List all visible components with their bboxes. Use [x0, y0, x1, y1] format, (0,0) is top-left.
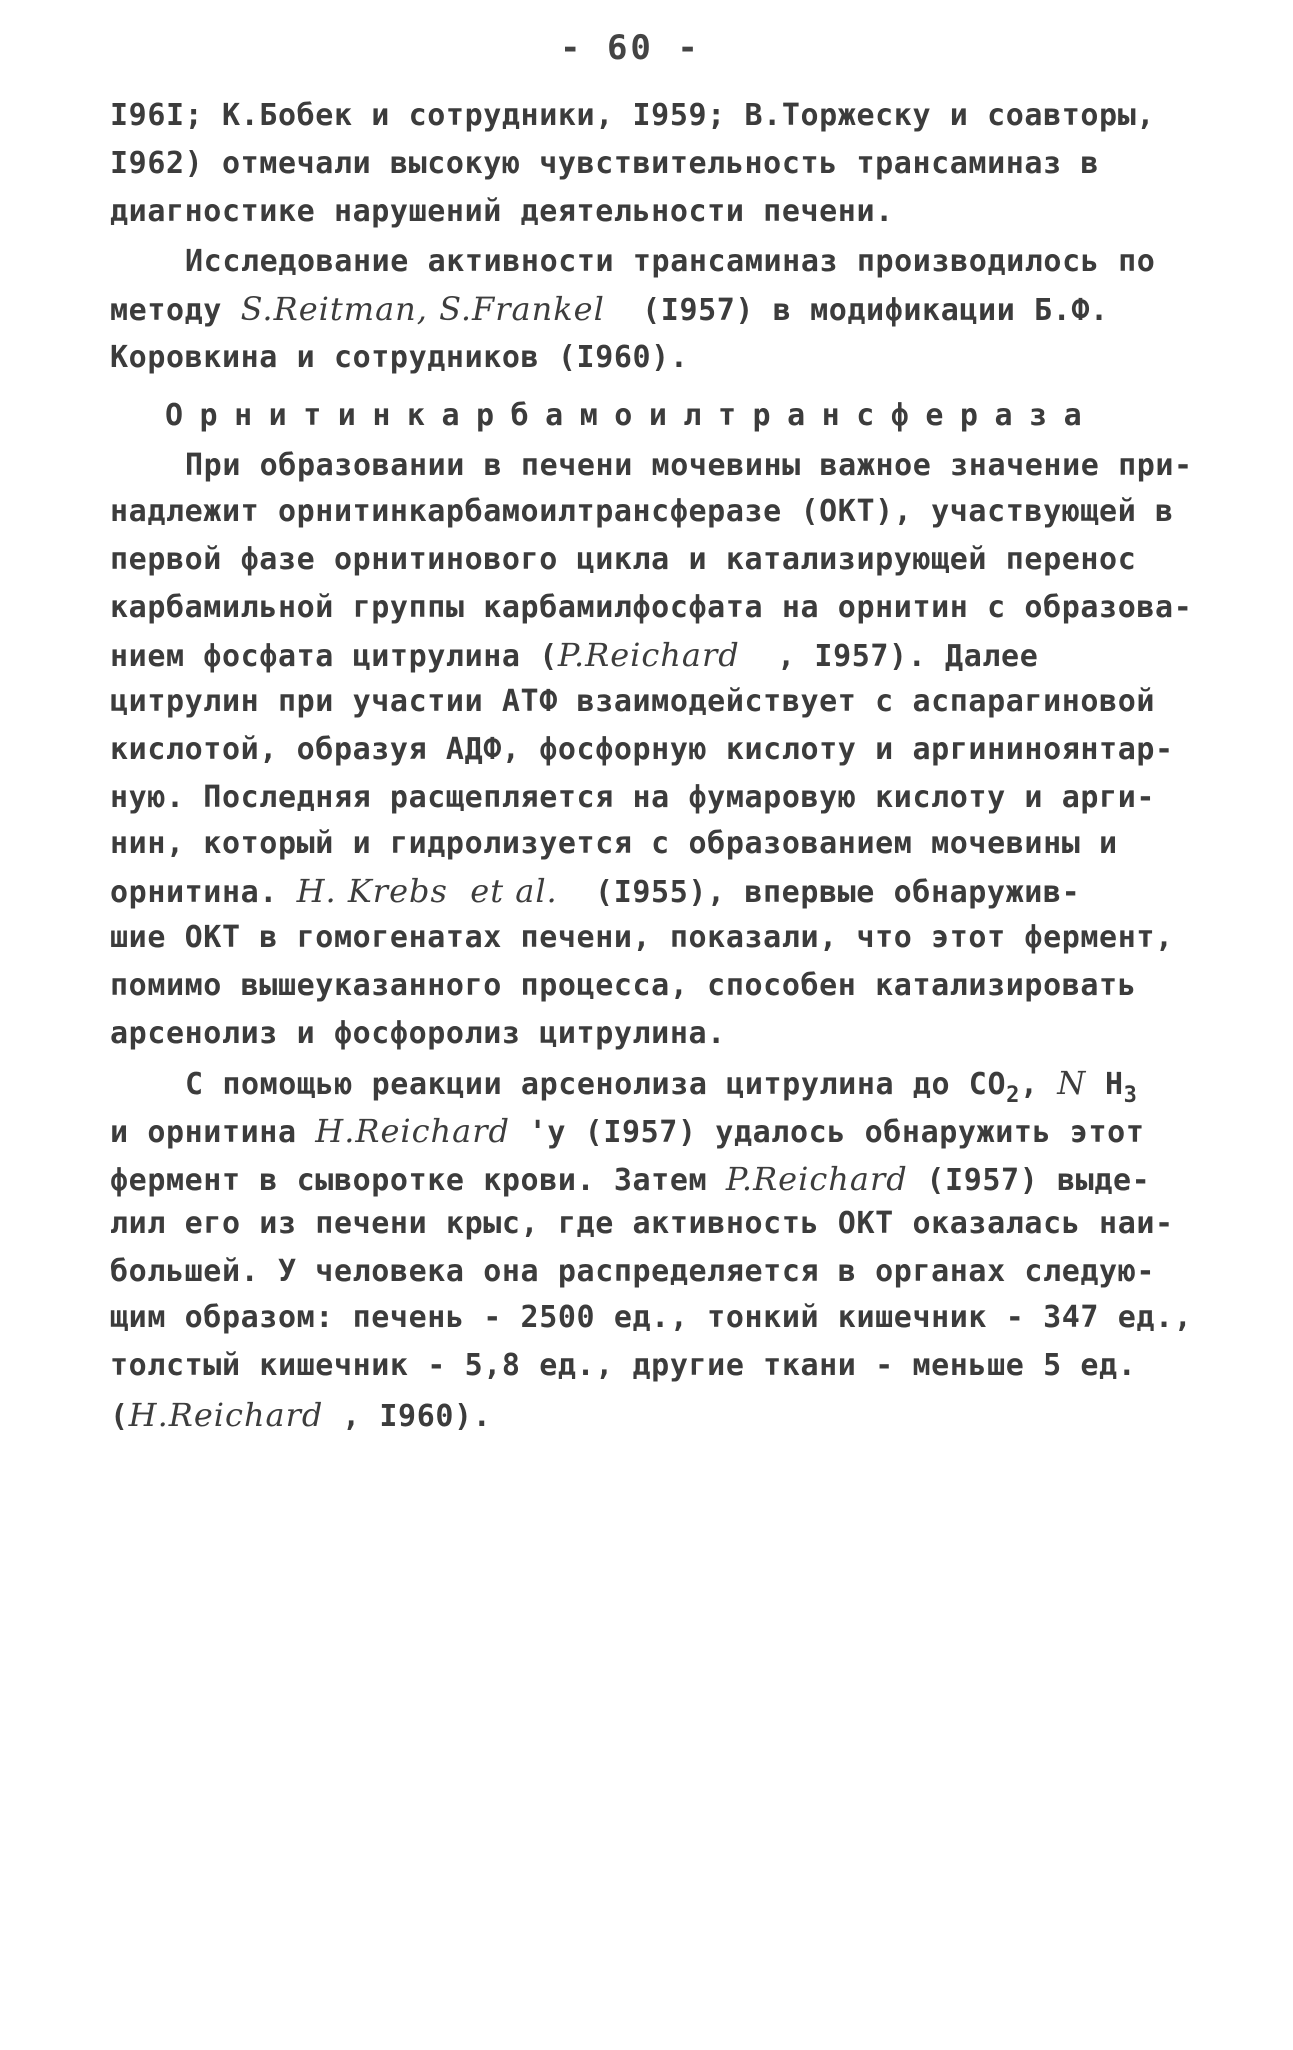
text-line: Коровкина и сотрудников (I960).: [110, 340, 689, 375]
text-line: [185, 1064, 1137, 1108]
text-segment: С помощью реакции арсенолиза цитрулина до СО: [185, 1067, 1007, 1102]
text-line: щим образом: печень - 2500 ед., тонкий кишечник - 347 ед.,: [110, 1300, 1193, 1335]
handwritten-name: S.Reitman, S.Frankel: [240, 290, 605, 328]
text-line: карбамильной группы карбамилфосфата на орнитин с образова-: [110, 590, 1193, 625]
section-heading: Орнитинкарбамоилтрансфераза: [165, 398, 1099, 433]
text-line: I96I; К.Бобек и сотрудники, I959; В.Торжеску и соавторы,: [110, 98, 1156, 133]
text-segment: методу: [110, 293, 241, 328]
handwritten-name: H. Krebs et al.: [296, 872, 558, 910]
handwritten-name: H.Reichard: [128, 1396, 324, 1434]
text-line: ную. Последняя расщепляется на фумаровую кислоту и арги-: [110, 780, 1156, 815]
text-segment: орнитина.: [110, 875, 297, 910]
text-line: диагностике нарушений деятельности печени.: [110, 194, 894, 229]
text-line: большей. У человека она распределяется в органах следую-: [110, 1254, 1156, 1289]
subscript: 3: [1123, 1083, 1138, 1108]
text-line: [110, 636, 1038, 674]
text-segment: , I960).: [323, 1399, 492, 1434]
text-line: арсенолиз и фосфоролиз цитрулина.: [110, 1016, 726, 1051]
text-segment: ,: [1019, 1067, 1058, 1102]
text-line: шие ОКТ в гомогенатах печени, показали, что этот фермент,: [110, 920, 1174, 955]
text-segment: (: [110, 1399, 129, 1434]
text-line: [110, 872, 1080, 910]
text-segment: и орнитина: [110, 1115, 316, 1150]
text-line: цитрулин при участии АТФ взаимодействует с аспарагиновой: [110, 684, 1156, 719]
text-line: надлежит орнитинкарбамоилтрансферазе (ОКТ), участвующей в: [110, 494, 1174, 529]
text-segment: фермент в сыворотке крови. Затем: [110, 1163, 726, 1198]
text-segment: (I957) в модификации Б.Ф.: [604, 293, 1109, 328]
handwritten-name: P.Reichard: [725, 1160, 908, 1198]
subscript: 2: [1006, 1083, 1020, 1108]
text-line: Исследование активности трансаминаз производилось по: [185, 244, 1156, 279]
handwritten-name: P.Reichard: [557, 636, 740, 674]
text-line: [110, 1112, 1145, 1150]
handwritten-name: H.Reichard: [315, 1112, 511, 1150]
text-segment: (I955), впервые обнаружив-: [557, 875, 1081, 910]
text-segment: 'у (I957) удалось обнаружить этот: [510, 1115, 1145, 1150]
text-line: первой фазе орнитинового цикла и катализирующей перенос: [110, 542, 1137, 577]
page-number: - 60 -: [560, 28, 701, 68]
text-segment: Н: [1086, 1067, 1124, 1102]
text-line: нин, который и гидролизуется с образованием мочевины и: [110, 826, 1118, 861]
text-segment: нием фосфата цитрулина (: [110, 639, 558, 674]
text-line: кислотой, образуя АДФ, фосфорную кислоту и аргининоянтар-: [110, 732, 1174, 767]
text-line: При образовании в печени мочевины важное значение при-: [185, 448, 1193, 483]
text-segment: (I957) выде-: [907, 1163, 1151, 1198]
text-line: лил его из печени крыс, где активность ОКТ оказалась наи-: [110, 1206, 1174, 1241]
text-line: помимо вышеуказанного процесса, способен катализировать: [110, 968, 1137, 1003]
text-line: [110, 1396, 491, 1434]
text-line: [110, 1160, 1150, 1198]
handwritten-symbol: N: [1057, 1064, 1087, 1102]
text-line: толстый кишечник - 5,8 ед., другие ткани - меньше 5 ед.: [110, 1348, 1137, 1383]
text-line: I962) отмечали высокую чувствительность трансаминаз в: [110, 146, 1100, 181]
text-line: [110, 290, 1109, 328]
text-segment: , I957). Далее: [739, 639, 1039, 674]
